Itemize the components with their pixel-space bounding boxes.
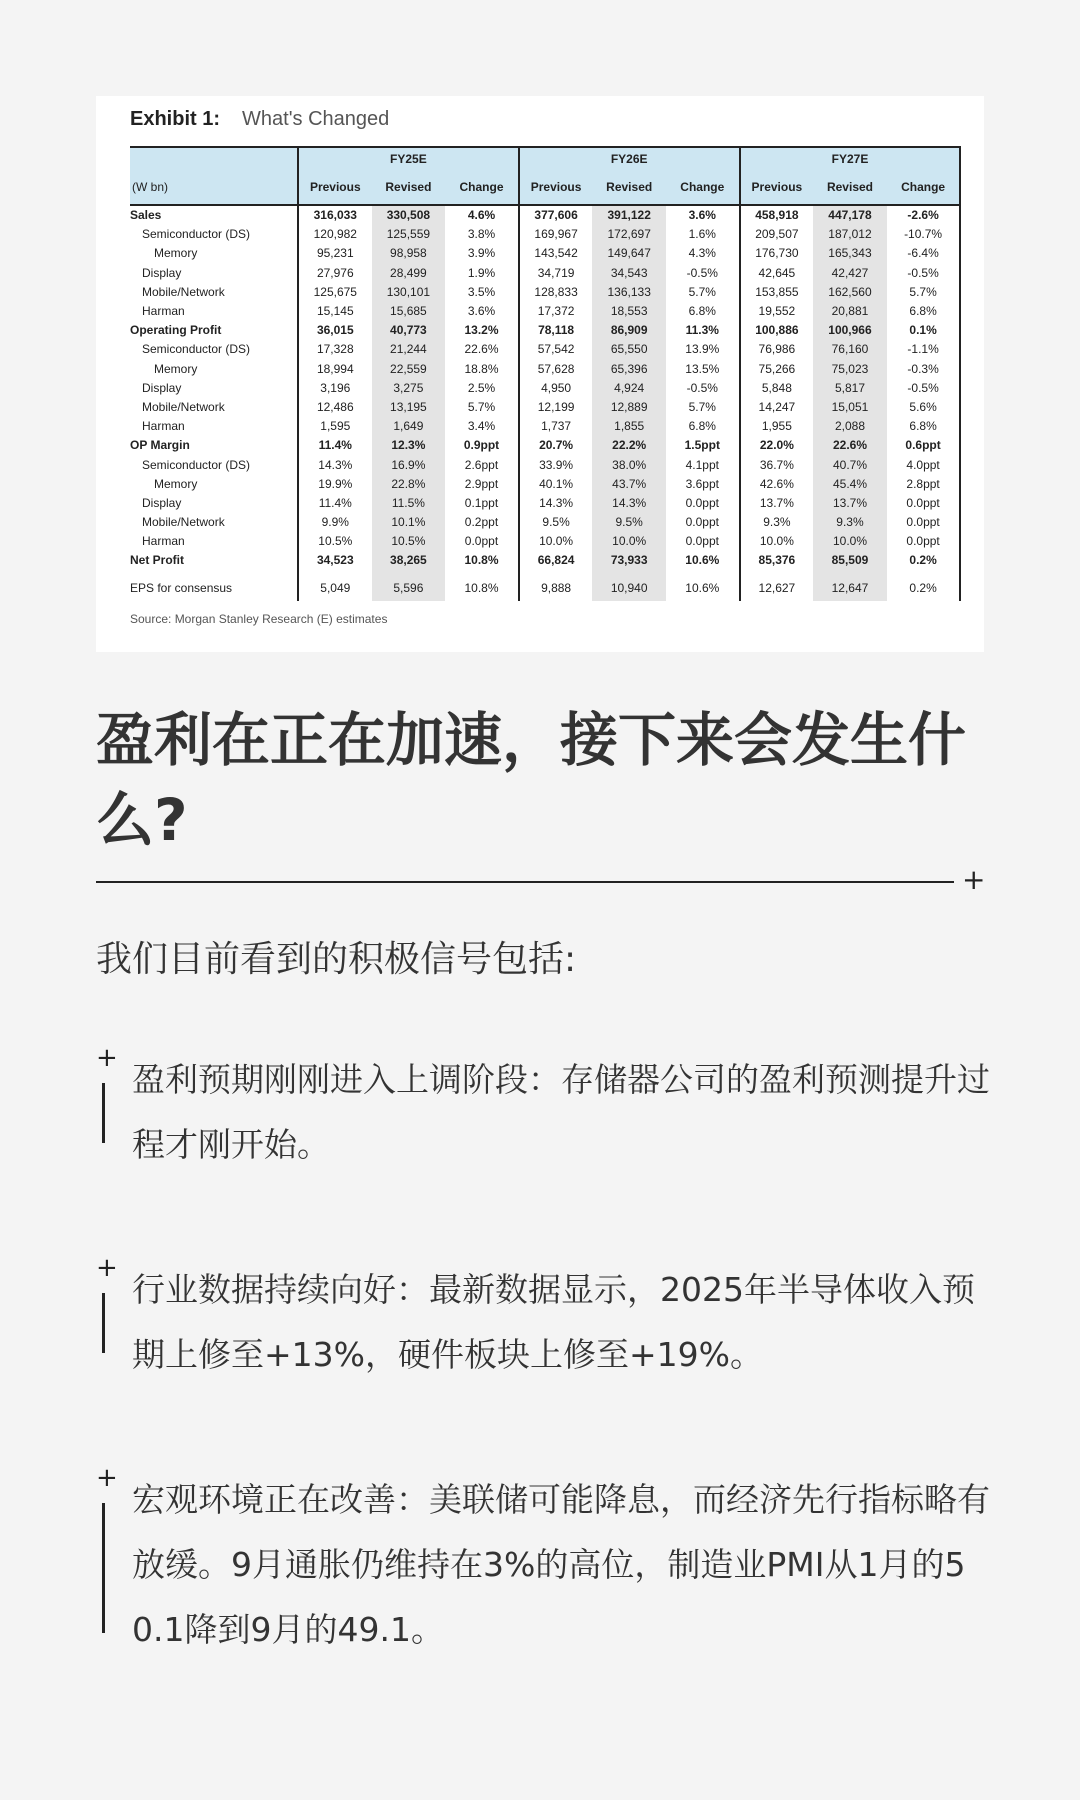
table-cell: 162,560 (813, 283, 887, 302)
table-cell: 1.5ppt (684, 438, 720, 453)
table-cell: 57,628 (519, 360, 593, 379)
table-row (130, 302, 960, 321)
table-cell: 27,976 (298, 264, 372, 283)
table-cell: 45.4% (813, 475, 887, 494)
exhibit-subtitle: What's Changed (242, 108, 390, 130)
table-cell: 11.5% (372, 494, 446, 513)
plus-icon: + (962, 863, 986, 896)
column-header: Previous (298, 170, 372, 205)
table-cell: 40.7% (813, 455, 887, 474)
table-cell: 22,559 (372, 360, 446, 379)
list-item-text: 行业数据持续向好：最新数据显示，2025年半导体收入预期上修至+13%，硬件板块上修至+19%。 (132, 1270, 975, 1374)
table-cell: 3.5% (467, 284, 496, 299)
table-cell: 10.8% (464, 581, 499, 596)
table-cell: 14.3% (519, 494, 593, 513)
table-cell: 86,909 (592, 321, 666, 340)
table-cell: 6.8% (887, 417, 961, 436)
table-cell: 5.7% (887, 283, 961, 302)
table-cell: 209,507 (740, 225, 814, 244)
table-cell: 12,627 (740, 577, 814, 601)
row-label: Semiconductor (DS) (142, 227, 251, 242)
table-cell: 176,730 (740, 244, 814, 263)
table-row (130, 417, 960, 436)
table-cell: 10.1% (372, 513, 446, 532)
table-cell: 66,824 (519, 551, 593, 570)
table-cell: 22.2% (592, 436, 666, 455)
table-cell: 10.5% (372, 532, 446, 551)
table-cell: 1,595 (298, 417, 372, 436)
table-cell: -1.1% (887, 340, 961, 359)
table-cell: 57,542 (519, 340, 593, 359)
row-label: Harman (142, 304, 185, 319)
table-cell: 0.2% (887, 577, 961, 601)
table-cell: 153,855 (740, 283, 814, 302)
table-cell: 0.0ppt (887, 532, 961, 551)
table-cell: 14.3% (298, 455, 372, 474)
table-cell: 12,199 (519, 398, 593, 417)
table-cell: 43.7% (592, 475, 666, 494)
table-row (130, 455, 960, 474)
table-cell: 0.9ppt (463, 438, 500, 453)
table-cell: 3,196 (298, 379, 372, 398)
table-cell: 5.7% (467, 399, 496, 414)
table-cell: 22.6% (464, 342, 499, 357)
table-cell: 28,499 (372, 264, 446, 283)
table-cell: 5,049 (298, 577, 372, 601)
table-cell: 65,396 (592, 360, 666, 379)
column-header: Change (887, 170, 961, 205)
table-cell: 447,178 (813, 205, 887, 225)
table-cell: 5,817 (813, 379, 887, 398)
table-cell: 15,051 (813, 398, 887, 417)
row-label: EPS for consensus (130, 581, 233, 596)
table-cell: 18,994 (298, 360, 372, 379)
exhibit-label: Exhibit 1: (130, 108, 221, 130)
table-cell: 143,542 (519, 244, 593, 263)
table-row (130, 340, 960, 359)
table-cell: 0.0ppt (464, 534, 499, 549)
plus-icon: + (96, 1043, 118, 1073)
table-cell: 11.4% (298, 494, 372, 513)
table-cell: 18.8% (464, 361, 499, 376)
table-row (130, 475, 960, 494)
table-cell: -0.3% (887, 360, 961, 379)
list-item (96, 1043, 996, 1164)
table-cell: 13.5% (685, 361, 720, 376)
table-row (130, 379, 960, 398)
table-cell: 0.6ppt (887, 436, 961, 455)
table-cell: 22.8% (372, 475, 446, 494)
table-cell: 6.8% (688, 304, 716, 319)
table-row (130, 398, 960, 417)
row-label: Display (142, 380, 182, 395)
row-label: Display (142, 265, 182, 280)
table-cell: 4.6% (467, 208, 496, 223)
table-cell: 40.1% (519, 475, 593, 494)
table-cell: 33.9% (519, 455, 593, 474)
table-cell: 10,940 (592, 577, 666, 601)
table-cell: 9.5% (592, 513, 666, 532)
table-cell: 42,645 (740, 264, 814, 283)
table-cell: 9.5% (519, 513, 593, 532)
table-cell: 0.0ppt (685, 534, 719, 549)
table-cell: 11.4% (298, 436, 372, 455)
exhibit-source: Source: Morgan Stanley Research (E) estimates (130, 612, 388, 626)
table-row (130, 225, 960, 244)
table-cell: 14.3% (592, 494, 666, 513)
table-cell: 0.0ppt (685, 495, 719, 510)
table-cell: 3.9% (467, 246, 496, 261)
list-item (96, 1463, 996, 1649)
table-cell: 15,685 (372, 302, 446, 321)
table-cell: 172,697 (592, 225, 666, 244)
table-cell: 13.9% (685, 342, 720, 357)
table-cell: 1.6% (688, 227, 716, 242)
table-cell: 13.7% (740, 494, 814, 513)
row-label: Semiconductor (DS) (142, 457, 251, 472)
table-cell: 10.0% (592, 532, 666, 551)
column-header: Change (445, 170, 519, 205)
table-cell: 5.6% (887, 398, 961, 417)
row-label: Harman (142, 419, 185, 434)
table-cell: 0.1% (887, 321, 961, 340)
table-cell: 22.6% (813, 436, 887, 455)
table-cell: 1,737 (519, 417, 593, 436)
table-cell: 13.2% (464, 323, 499, 338)
table-cell: 128,833 (519, 283, 593, 302)
accent-bar (102, 1503, 105, 1633)
table-cell: 149,647 (592, 244, 666, 263)
row-label: Harman (142, 534, 185, 549)
table-cell: 10.0% (813, 532, 887, 551)
table-cell: 16.9% (372, 455, 446, 474)
table-cell: 5.7% (688, 284, 716, 299)
table-cell: 75,266 (740, 360, 814, 379)
table-cell: 9.3% (813, 513, 887, 532)
table-cell: 12,889 (592, 398, 666, 417)
table-cell: 316,033 (298, 205, 372, 225)
page-title: 盈利在正在加速，接下来会发生什么? (96, 706, 967, 854)
table-row (130, 283, 960, 302)
table-cell: 2.6ppt (464, 457, 499, 472)
table-cell: 458,918 (740, 205, 814, 225)
table-cell: 5,848 (740, 379, 814, 398)
row-label: Sales (130, 208, 162, 223)
table-cell: 2.5% (467, 380, 496, 395)
table-cell: 4.3% (688, 246, 716, 261)
table-cell: 1,955 (740, 417, 814, 436)
row-label: OP Margin (130, 438, 190, 453)
table-cell: 165,343 (813, 244, 887, 263)
year-header: FY27E (740, 147, 961, 170)
table-row (130, 532, 960, 551)
table-cell: 40,773 (372, 321, 446, 340)
table-cell: 187,012 (813, 225, 887, 244)
table-cell: 100,966 (813, 321, 887, 340)
table-row (130, 321, 960, 340)
table-cell: 136,133 (592, 283, 666, 302)
table-row (130, 577, 960, 601)
row-label: Display (142, 495, 182, 510)
table-cell: 14,247 (740, 398, 814, 417)
table-cell: 42,427 (813, 264, 887, 283)
table-cell: 18,553 (592, 302, 666, 321)
table-cell: 10.0% (740, 532, 814, 551)
table-row (130, 264, 960, 283)
table-cell: 78,118 (519, 321, 593, 340)
table-cell: 1,855 (592, 417, 666, 436)
table-cell: 10.5% (298, 532, 372, 551)
table-cell: 2.8ppt (887, 475, 961, 494)
table-cell: 0.0ppt (685, 515, 719, 530)
unit-label: (W bn) (130, 170, 298, 205)
table-cell: 13.7% (813, 494, 887, 513)
table-cell: 5,596 (372, 577, 446, 601)
table-cell: 19,552 (740, 302, 814, 321)
table-row (130, 494, 960, 513)
table-cell: 34,543 (592, 264, 666, 283)
table-cell: 2,088 (813, 417, 887, 436)
table-cell: 0.0ppt (887, 513, 961, 532)
table-cell: 38,265 (372, 551, 446, 570)
list-item (96, 1253, 996, 1374)
row-label: Memory (154, 361, 198, 376)
table-cell: 130,101 (372, 283, 446, 302)
table-row (130, 513, 960, 532)
table-cell: 3.4% (467, 419, 496, 434)
table-cell: 3.6% (467, 304, 496, 319)
row-label: Operating Profit (130, 323, 222, 338)
table-cell: 21,244 (372, 340, 446, 359)
row-label: Memory (154, 476, 198, 491)
table-cell: 73,933 (592, 551, 666, 570)
table-row (130, 436, 960, 455)
year-header: FY25E (298, 147, 519, 170)
table-cell: 100,886 (740, 321, 814, 340)
blank-header (130, 147, 298, 170)
table-cell: 9.9% (298, 513, 372, 532)
table-row (130, 551, 960, 570)
accent-bar (102, 1293, 105, 1353)
table-cell: 1.9% (467, 265, 496, 280)
table-cell: 0.1ppt (464, 495, 499, 510)
column-header: Change (666, 170, 740, 205)
table-cell: 0.2% (887, 551, 961, 570)
table-cell: 9.3% (740, 513, 814, 532)
list-item-text: 宏观环境正在改善：美联储可能降息，而经济先行指标略有放缓。9月通胀仍维持在3%的高位，制造业PMI从1月的50.1降到9月的49.1。 (132, 1480, 990, 1649)
table-cell: 125,559 (372, 225, 446, 244)
table-cell: 12,486 (298, 398, 372, 417)
year-header: FY26E (519, 147, 740, 170)
table-cell: 4,950 (519, 379, 593, 398)
table-cell: 10.0% (519, 532, 593, 551)
column-header: Revised (592, 170, 666, 205)
table-cell: 34,523 (298, 551, 372, 570)
intro-text: 我们目前看到的积极信号包括: (96, 939, 577, 980)
table-cell: 10.8% (464, 553, 499, 568)
table-row (130, 244, 960, 263)
table-cell: 38.0% (592, 455, 666, 474)
list-item-text: 盈利预期刚刚进入上调阶段：存储器公司的盈利预测提升过程才刚开始。 (132, 1060, 990, 1164)
table-cell: 4.1ppt (685, 457, 719, 472)
table-cell: 169,967 (519, 225, 593, 244)
table-cell: 20,881 (813, 302, 887, 321)
table-cell: 3,275 (372, 379, 446, 398)
table-cell: 377,606 (519, 205, 593, 225)
divider (96, 881, 954, 883)
table-cell: -0.5% (887, 379, 961, 398)
table-cell: 3.6% (688, 208, 716, 223)
financial-table (130, 146, 961, 601)
table-cell: 0.0ppt (887, 494, 961, 513)
column-header: Previous (740, 170, 814, 205)
table-cell: 17,372 (519, 302, 593, 321)
accent-bar (102, 1083, 105, 1143)
table-cell: -0.5% (686, 265, 718, 280)
table-cell: 10.6% (685, 553, 720, 568)
table-cell: 1,649 (372, 417, 446, 436)
table-row (130, 360, 960, 379)
table-cell: 6.8% (887, 302, 961, 321)
table-cell: 5.7% (688, 399, 716, 414)
table-cell: 17,328 (298, 340, 372, 359)
table-cell: -0.5% (686, 380, 718, 395)
table-cell: 36,015 (298, 321, 372, 340)
table-cell: 34,719 (519, 264, 593, 283)
column-header: Revised (813, 170, 887, 205)
table-cell: 3.6ppt (685, 476, 719, 491)
table-cell: 20.7% (519, 436, 593, 455)
table-cell: 98,958 (372, 244, 446, 263)
exhibit-title (130, 108, 389, 131)
table-cell: 9,888 (519, 577, 593, 601)
table-cell: 36.7% (740, 455, 814, 474)
table-cell: 12.3% (372, 436, 446, 455)
year-header-row (130, 147, 960, 170)
table-cell: 85,509 (813, 551, 887, 570)
table-cell: 4.0ppt (887, 455, 961, 474)
table-cell: 12,647 (813, 577, 887, 601)
table-cell: 65,550 (592, 340, 666, 359)
table-cell: 120,982 (298, 225, 372, 244)
table-cell: 11.3% (685, 323, 719, 338)
table-cell: 0.2ppt (464, 515, 499, 530)
column-header: Revised (372, 170, 446, 205)
table-cell: 76,986 (740, 340, 814, 359)
table-cell: 330,508 (372, 205, 446, 225)
table-cell: -6.4% (887, 244, 961, 263)
financial-table-body (130, 205, 960, 601)
table-cell: 22.0% (740, 436, 814, 455)
table-cell: 2.9ppt (464, 476, 499, 491)
column-header: Previous (519, 170, 593, 205)
row-label: Mobile/Network (142, 515, 225, 530)
table-cell: -10.7% (887, 225, 961, 244)
table-cell: 13,195 (372, 398, 446, 417)
table-cell: 10.6% (685, 581, 720, 596)
row-label: Semiconductor (DS) (142, 342, 251, 357)
table-cell: 85,376 (740, 551, 814, 570)
table-cell: 75,023 (813, 360, 887, 379)
plus-icon: + (96, 1253, 118, 1283)
table-cell: -2.6% (887, 205, 961, 225)
row-label: Memory (154, 246, 198, 261)
table-cell: 95,231 (298, 244, 372, 263)
table-cell: 42.6% (740, 475, 814, 494)
exhibit-figure (96, 96, 984, 652)
table-cell: 19.9% (298, 475, 372, 494)
row-label: Net Profit (130, 553, 184, 568)
column-header-row (130, 170, 960, 205)
table-cell: 3.8% (467, 227, 496, 242)
table-cell: 15,145 (298, 302, 372, 321)
table-cell: 76,160 (813, 340, 887, 359)
table-cell: 391,122 (592, 205, 666, 225)
plus-icon: + (96, 1463, 118, 1493)
table-cell: 6.8% (688, 419, 716, 434)
table-row (130, 205, 960, 225)
table-cell: 4,924 (592, 379, 666, 398)
row-label: Mobile/Network (142, 399, 225, 414)
table-cell: 125,675 (298, 283, 372, 302)
row-label: Mobile/Network (142, 284, 225, 299)
table-cell: -0.5% (887, 264, 961, 283)
